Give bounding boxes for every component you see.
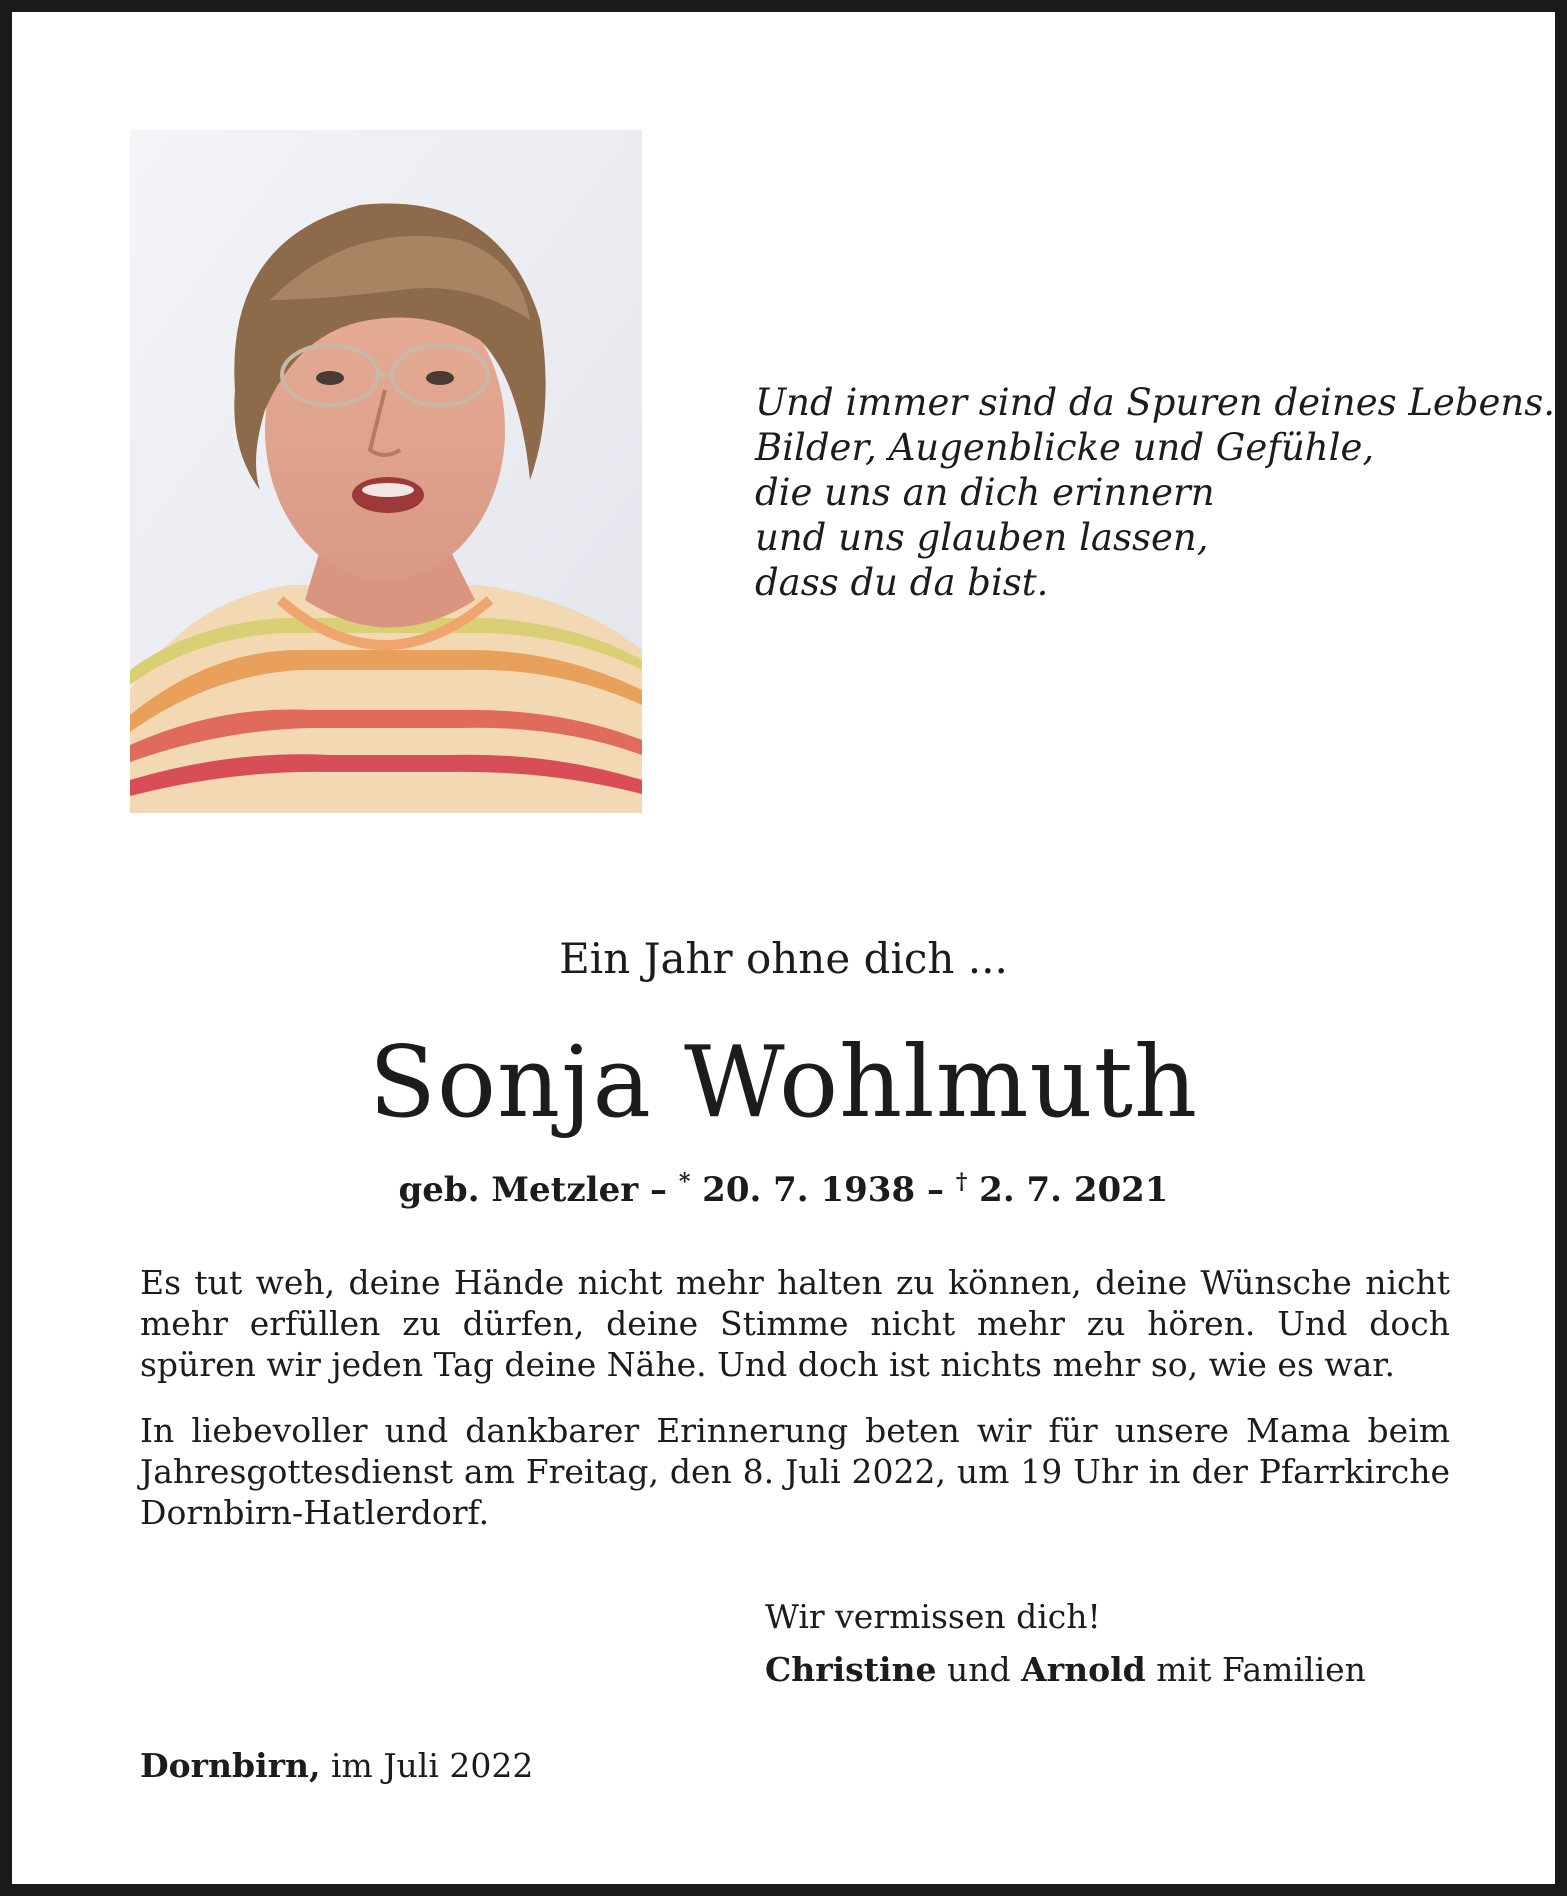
signer-name: Arnold <box>1021 1650 1146 1689</box>
signer-name: Christine <box>765 1650 937 1689</box>
intro-line: Ein Jahr ohne dich ... <box>559 934 1008 983</box>
death-symbol: † <box>955 1169 968 1195</box>
poem-line: dass du da bist. <box>755 561 1049 604</box>
deceased-name: Sonja Wohlmuth <box>368 1026 1199 1140</box>
poem-line: Und immer sind da Spuren deines Lebens. <box>755 381 1555 424</box>
poem-line: und uns glauben lassen, <box>755 516 1209 559</box>
signer-connector: und <box>936 1650 1022 1689</box>
text-paragraph: Es tut weh, deine Hände nicht mehr halten zu können, deine Wünsche nicht mehr erfüllen zu dürfen, deine Stimme nicht mehr zu hören. Und doch spüren wir jeden Tag deine Nähe. Und doch ist nichts mehr so, wie es war. <box>140 1263 1450 1384</box>
text-paragraph: In liebevoller und dankbarer Erinnerung beten wir für unsere Mama beim Jahresgottesdienst am Freitag, den 8. Juli 2022, um 19 Uhr in der Pfarrkirche Dornbirn-Hatlerdorf. <box>140 1411 1450 1532</box>
memorial-poem <box>755 380 1555 605</box>
dates-separator: – <box>915 1170 956 1210</box>
birth-date: 20. 7. 1938 <box>690 1170 916 1210</box>
maiden-name: geb. Metzler <box>398 1170 639 1210</box>
signature-line <box>765 1648 1366 1692</box>
poem-line: Bilder, Augenblicke und Gefühle, <box>755 426 1375 469</box>
poem-line: die uns an dich erinnern <box>755 471 1215 514</box>
closing-line: Wir vermissen dich! <box>765 1597 1101 1636</box>
signer-suffix: mit Familien <box>1145 1650 1366 1689</box>
place-name: Dornbirn, <box>140 1746 321 1785</box>
place-date <box>140 1744 533 1788</box>
portrait-photo <box>130 130 642 813</box>
life-dates <box>12 1160 1555 1212</box>
death-date: 2. 7. 2021 <box>967 1170 1169 1210</box>
birth-symbol: * <box>678 1169 691 1195</box>
dates-separator: – <box>638 1170 679 1210</box>
publication-date: im Juli 2022 <box>320 1746 534 1785</box>
